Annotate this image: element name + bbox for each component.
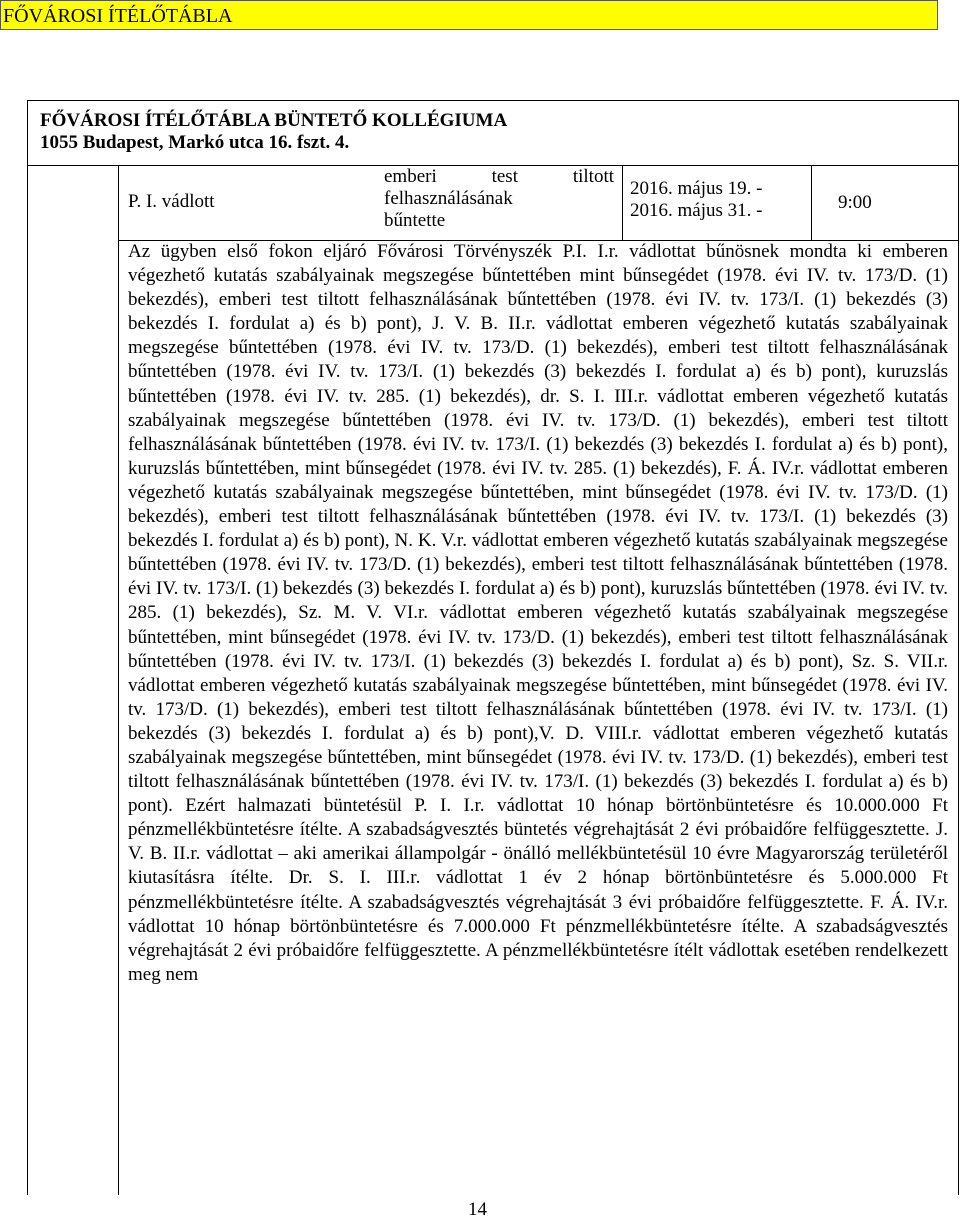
crime-line: emberi test tiltott — [384, 166, 614, 187]
top-banner — [0, 0, 938, 30]
court-address: 1055 Budapest, Markó utca 16. fszt. 4. — [40, 132, 350, 153]
date-cell — [630, 178, 762, 222]
banner-title: FŐVÁROSI ÍTÉLŐTÁBLA — [3, 5, 233, 27]
column-rule — [118, 165, 119, 1195]
court-name: FŐVÁROSI ÍTÉLŐTÁBLA BÜNTETŐ KOLLÉGIUMA — [40, 110, 508, 131]
party-cell: P. I. vádlott — [128, 191, 215, 212]
court-header — [40, 110, 740, 154]
row-rule — [27, 165, 959, 166]
crime-line: bűntette — [384, 210, 446, 231]
column-rule — [811, 165, 812, 240]
hearing-row — [0, 165, 960, 240]
time-cell: 9:00 — [838, 192, 872, 213]
ruling-text: Az ügyben első fokon eljáró Fővárosi Törvényszék P.I. I.r. vádlottat bűnösnek mondta ki emberen végezhető kutatás szabályainak megszegése bűntettében mint bűnsegédet (1978. évi IV. tv. 173/D. (1) bekezdés), emberi test tiltott felhasználásának bűntettében (1978. évi IV. tv. 173/I. (1) bekezdés (3) bekezdés I. fordulat a) és b) pont), J. V. B. II.r. vádlottat emberen végezhető kutatás szabályainak megszegése bűntettében (1978. évi IV. tv. 173/D. (1) bekezdés), emberi test tiltott felhasználásának bűntettében (1978. évi IV. tv. 173/I. (1) bekezdés (3) bekezdés I. fordulat a) és b) pont), kuruzslás bűntettében (1978. évi IV. tv. 285. (1) bekezdés), dr. S. I. III.r. vádlottat emberen végezhető kutatás szabályainak megszegése bűntettében (1978. évi IV. tv. 173/D. (1) bekezdés), emberi test tiltott felhasználásának bűntettében (1978. évi IV. tv. 173/I. (1) bekezdés (3) bekezdés I. fordulat a) és b) pont), kuruzslás bűntettében, mint bűnsegédet (1978. évi IV. tv. 285. (1) bekezdés), F. Á. IV.r. vádlottat emberen végezhető kutatás szabályainak megszegése bűntettében, mint bűnsegédet (1978. évi IV. tv. 173/D. (1) bekezdés), emberi test tiltott felhasználásának bűntettében (1978. évi IV. tv. 173/I. (1) bekezdés (3) bekezdés I. fordulat a) és b) pont), N. K. V.r. vádlottat emberen végezhető kutatás szabályainak megszegése bűntettében (1978. évi IV. tv. 173/D. (1) bekezdés), emberi test tiltott felhasználásának bűntettében (1978. évi IV. tv. 173/I. (1) bekezdés (3) bekezdés I. fordulat a) és b) pont), kuruzslás bűntettében (1978. évi IV. tv. 285. (1) bekezdés), Sz. M. V. VI.r. vádlottat emberen végezhető kutatás szabályainak megszegése bűntettében, mint bűnsegédet (1978. évi IV. tv. 173/D. (1) bekezdés), emberi test tiltott felhasználásának bűntettében (1978. évi IV. tv. 173/I. (1) bekezdés (3) bekezdés I. fordulat a) és b) pont), Sz. S. VII.r. vádlottat emberen végezhető kutatás szabályainak megszegése bűntettében, mint bűnsegédet (1978. évi IV. tv. 173/D. (1) bekezdés), emberi test tiltott felhasználásának bűntettében (1978. évi IV. tv. 173/I. (1) bekezdés (3) bekezdés I. fordulat a) és b) pont),V. D. VIII.r. vádlottat emberen végezhető kutatás szabályainak megszegése bűntettében, mint bűnsegédet (1978. évi IV. tv. 173/D. (1) bekezdés), emberi test tiltott felhasználásának bűntettében (1978. évi IV. tv. 173/I. (1) bekezdés (3) bekezdés I. fordulat a) és b) pont). Ezért halmazati büntetésül P. I. I.r. vádlottat 10 hónap börtönbüntetésre és 10.000.000 Ft pénzmellékbüntetésre ítélte. A szabadságvesztés büntetés végrehajtását 2 évi próbaidőre felfüggesztette. J. V. B. II.r. vádlottat – aki amerikai állampolgár - önálló mellékbüntetésül 10 évre Magyarország területéről kiutasításra ítélte. Dr. S. I. III.r. vádlottat 1 év 2 hónap börtönbüntetésre és 5.000.000 Ft pénzmellékbüntetésre ítélte. A szabadságvesztés végrehajtását 3 évi próbaidőre felfüggesztette. F. Á. IV.r. vádlottat 10 hónap börtönbüntetésre és 7.000.000 Ft pénzmellékbüntetésre ítélte. A szabadságvesztés végrehajtását 2 évi próbaidőre felfüggesztette. A pénzmellékbüntetésre ítélt vádlottak esetében rendelkezett meg nem — [128, 241, 948, 985]
crime-cell — [384, 166, 614, 232]
page-number: 14 — [468, 1199, 487, 1220]
column-rule — [622, 165, 623, 240]
crime-line: felhasználásának — [384, 188, 513, 209]
date-line: 2016. május 19. - — [630, 178, 763, 199]
date-line: 2016. május 31. - — [630, 200, 763, 221]
